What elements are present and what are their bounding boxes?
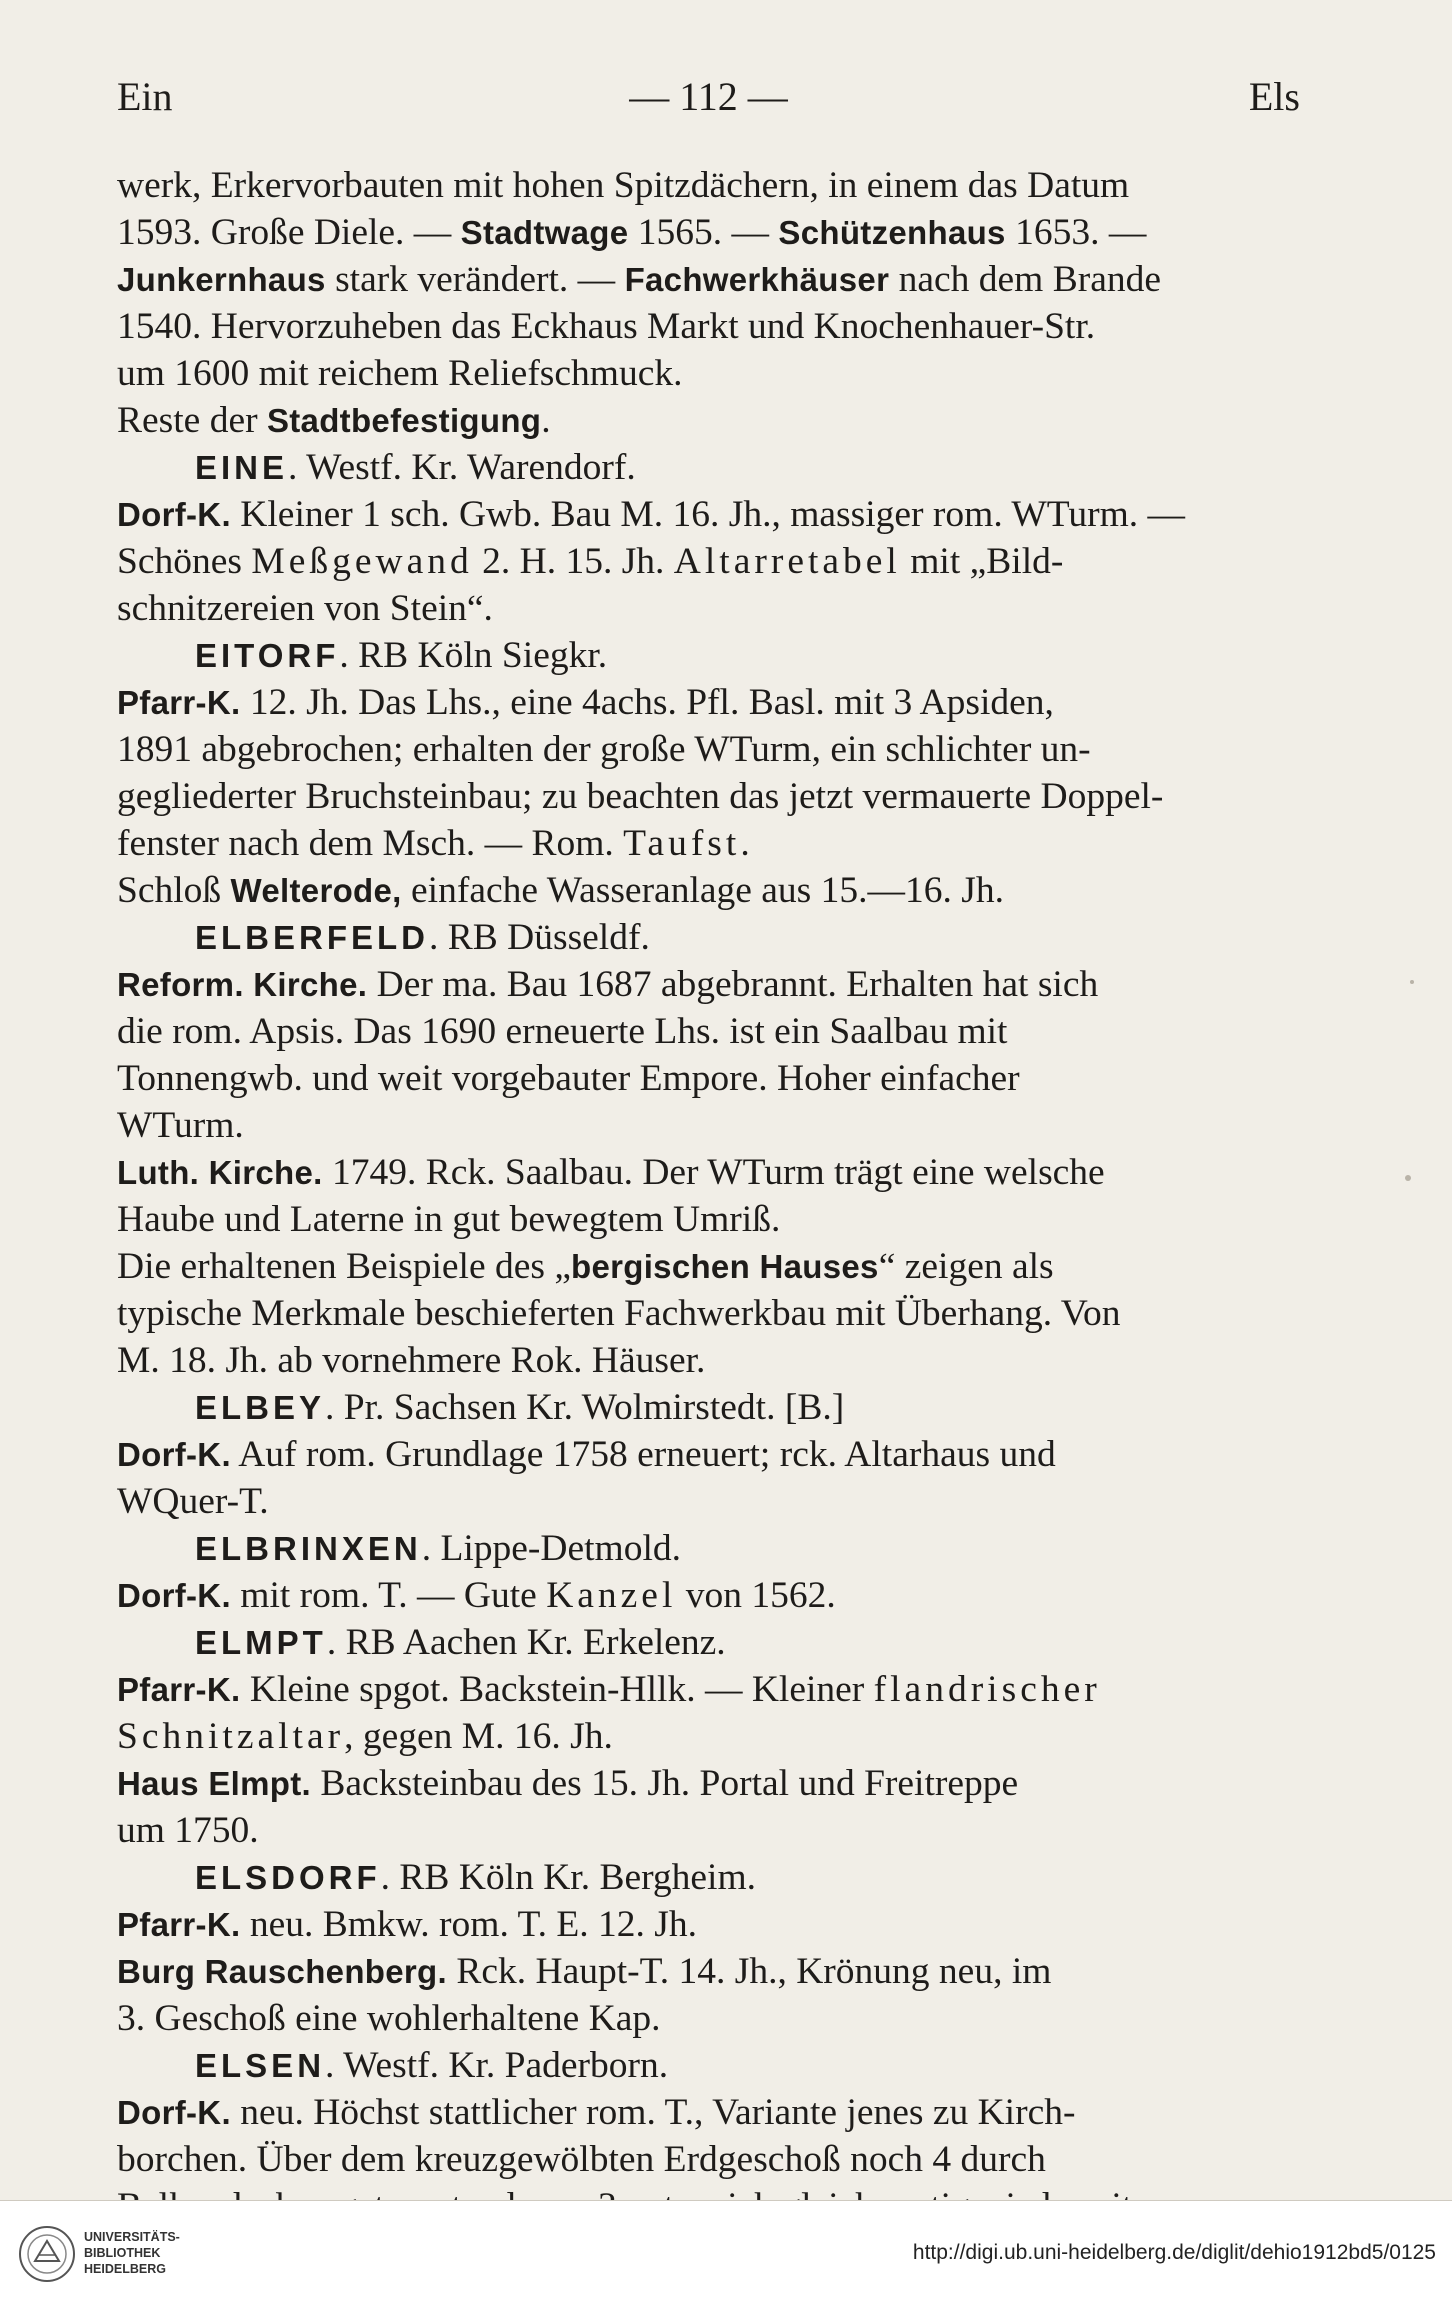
text-line: Pfarr-K. neu. Bmkw. rom. T. E. 12. Jh. [117, 1904, 698, 1945]
place-heading: ELBERFELD. RB Düsseldf. [195, 917, 650, 958]
paper-speck [1410, 980, 1414, 984]
bold-term: Stadtwage [460, 214, 629, 251]
text-line: Schloß Welterode, einfache Wasseranlage aus 15.—16. Jh. [117, 870, 1004, 911]
text-line: WTurm. [117, 1105, 244, 1146]
place-heading: ELBEY. Pr. Sachsen Kr. Wolmirstedt. [B.] [195, 1387, 845, 1428]
library-name-line: UNIVERSITÄTS- [84, 2230, 180, 2244]
spaced-term: Schnitzaltar [117, 1716, 345, 1757]
bold-term: Pfarr-K. [117, 684, 241, 721]
text-line: Pfarr-K. Kleine spgot. Backstein-Hllk. — Kleiner flandrischer [117, 1669, 1101, 1710]
text-line: Luth. Kirche. 1749. Rck. Saalbau. Der WTurm trägt eine welsche [117, 1152, 1105, 1193]
text-line: gegliederter Bruchsteinbau; zu beachten das jetzt vermauerte Doppel- [117, 776, 1164, 817]
place-heading: EITORF. RB Köln Siegkr. [195, 635, 608, 676]
bold-term: Dorf-K. [117, 1436, 231, 1473]
library-name-line: HEIDELBERG [84, 2262, 166, 2276]
text-line: Reste der Stadtbefestigung. [117, 400, 551, 441]
text-line: Dorf-K. mit rom. T. — Gute Kanzel von 1562. [117, 1575, 836, 1616]
spaced-term: flandrischer [873, 1669, 1101, 1710]
library-name-line: BIBLIOTHEK [84, 2246, 161, 2260]
text-line: WQuer-T. [117, 1481, 269, 1522]
bold-term: Pfarr-K. [117, 1906, 241, 1943]
bold-term: Dorf-K. [117, 496, 231, 533]
spaced-term: Altarretabel [673, 541, 901, 582]
page-body [117, 162, 1300, 2230]
running-header [117, 72, 1300, 122]
spaced-term: Meßgewand [251, 541, 473, 582]
bold-term: Pfarr-K. [117, 1671, 241, 1708]
place-heading: ELBRINXEN. Lippe-Detmold. [195, 1528, 682, 1569]
paper-speck [1405, 1175, 1411, 1181]
place-heading: ELSDORF. RB Köln Kr. Bergheim. [195, 1857, 757, 1898]
viewer-footer [0, 2200, 1452, 2308]
header-left-keyword: Ein [117, 74, 173, 119]
bold-term: Haus Elmpt. [117, 1765, 312, 1802]
place-name: ELSEN [195, 2047, 326, 2084]
text-line: fenster nach dem Msch. — Rom. Taufst. [117, 823, 750, 864]
bold-term: Luth. Kirche. [117, 1154, 323, 1191]
place-name: ELMPT [195, 1624, 327, 1661]
text-line: typische Merkmale beschieferten Fachwerkbau mit Überhang. Von [117, 1293, 1121, 1334]
text-line: Pfarr-K. 12. Jh. Das Lhs., eine 4achs. Pfl. Basl. mit 3 Apsiden, [117, 682, 1054, 723]
text-line: werk, Erkervorbauten mit hohen Spitzdächern, in einem das Datum [117, 165, 1130, 206]
text-line: Reform. Kirche. Der ma. Bau 1687 abgebrannt. Erhalten hat sich [117, 964, 1099, 1005]
text-line: um 1750. [117, 1810, 259, 1851]
bold-term: Burg Rauschenberg. [117, 1953, 447, 1990]
source-url-link[interactable]: http://digi.ub.uni-heidelberg.de/diglit/dehio1912bd5/0125 [912, 2241, 1436, 2264]
text-line: die rom. Apsis. Das 1690 erneuerte Lhs. ist ein Saalbau mit [117, 1011, 1008, 1052]
bold-term: bergischen Hauses [570, 1248, 879, 1285]
bold-term: Stadtbefestigung [266, 402, 542, 439]
bold-term: Dorf-K. [117, 2094, 231, 2131]
bold-term: Welterode, [230, 872, 402, 909]
text-line: Dorf-K. neu. Höchst stattlicher rom. T., Variante jenes zu Kirch- [117, 2092, 1076, 2133]
place-name: EINE [195, 449, 289, 486]
text-line: M. 18. Jh. ab vornehmere Rok. Häuser. [117, 1340, 706, 1381]
place-name: ELBRINXEN [195, 1530, 422, 1567]
bold-term: Fachwerkhäuser [624, 261, 890, 298]
text-line: Junkernhaus stark verändert. — Fachwerkhäuser nach dem Brande [117, 259, 1161, 300]
place-heading: EINE. Westf. Kr. Warendorf. [195, 447, 636, 488]
bold-term: Schützenhaus [778, 214, 1006, 251]
text-line: 1593. Große Diele. — Stadtwage 1565. — Schützenhaus 1653. — [117, 212, 1147, 253]
place-name: ELBEY [195, 1389, 326, 1426]
text-line: Tonnengwb. und weit vorgebauter Empore. Hoher einfacher [117, 1058, 1020, 1099]
header-right-keyword: Els [1248, 74, 1300, 119]
text-line: Schönes Meßgewand 2. H. 15. Jh. Altarretabel mit „Bild- [117, 541, 1064, 582]
text-line: borchen. Über dem kreuzgewölbten Erdgeschoß noch 4 durch [117, 2139, 1046, 2180]
place-name: ELBERFELD [195, 919, 429, 956]
university-library-logo [18, 2225, 76, 2283]
bold-term: Dorf-K. [117, 1577, 231, 1614]
bold-term: Junkernhaus [117, 261, 326, 298]
place-name: ELSDORF [195, 1859, 381, 1896]
text-line: Burg Rauschenberg. Rck. Haupt-T. 14. Jh., Krönung neu, im [117, 1951, 1052, 1992]
spaced-term: Kanzel [546, 1575, 677, 1616]
text-line: Die erhaltenen Beispiele des „bergischen Hauses“ zeigen als [117, 1246, 1054, 1287]
place-heading: ELSEN. Westf. Kr. Paderborn. [195, 2045, 669, 2086]
place-name: EITORF [195, 637, 340, 674]
library-name [84, 2229, 180, 2277]
spaced-term: Taufst [623, 823, 741, 864]
text-line: Haus Elmpt. Backsteinbau des 15. Jh. Portal und Freitreppe [117, 1763, 1019, 1804]
text-line: schnitzereien von Stein“. [117, 588, 493, 629]
text-line: 1540. Hervorzuheben das Eckhaus Markt und Knochenhauer-Str. [117, 306, 1096, 347]
place-heading: ELMPT. RB Aachen Kr. Erkelenz. [195, 1622, 726, 1663]
text-line: Dorf-K. Auf rom. Grundlage 1758 erneuert; rck. Altarhaus und [117, 1434, 1056, 1475]
text-line: Schnitzaltar, gegen M. 16. Jh. [117, 1716, 613, 1757]
text-line: Haube und Laterne in gut bewegtem Umriß. [117, 1199, 781, 1240]
text-line: um 1600 mit reichem Reliefschmuck. [117, 353, 683, 394]
page-number: — 112 — [629, 74, 788, 119]
bold-term: Reform. Kirche. [117, 966, 368, 1003]
text-line: Dorf-K. Kleiner 1 sch. Gwb. Bau M. 16. Jh., massiger rom. WTurm. — [117, 494, 1186, 535]
text-line: 1891 abgebrochen; erhalten der große WTurm, ein schlichter un- [117, 729, 1091, 770]
text-line: 3. Geschoß eine wohlerhaltene Kap. [117, 1998, 661, 2039]
